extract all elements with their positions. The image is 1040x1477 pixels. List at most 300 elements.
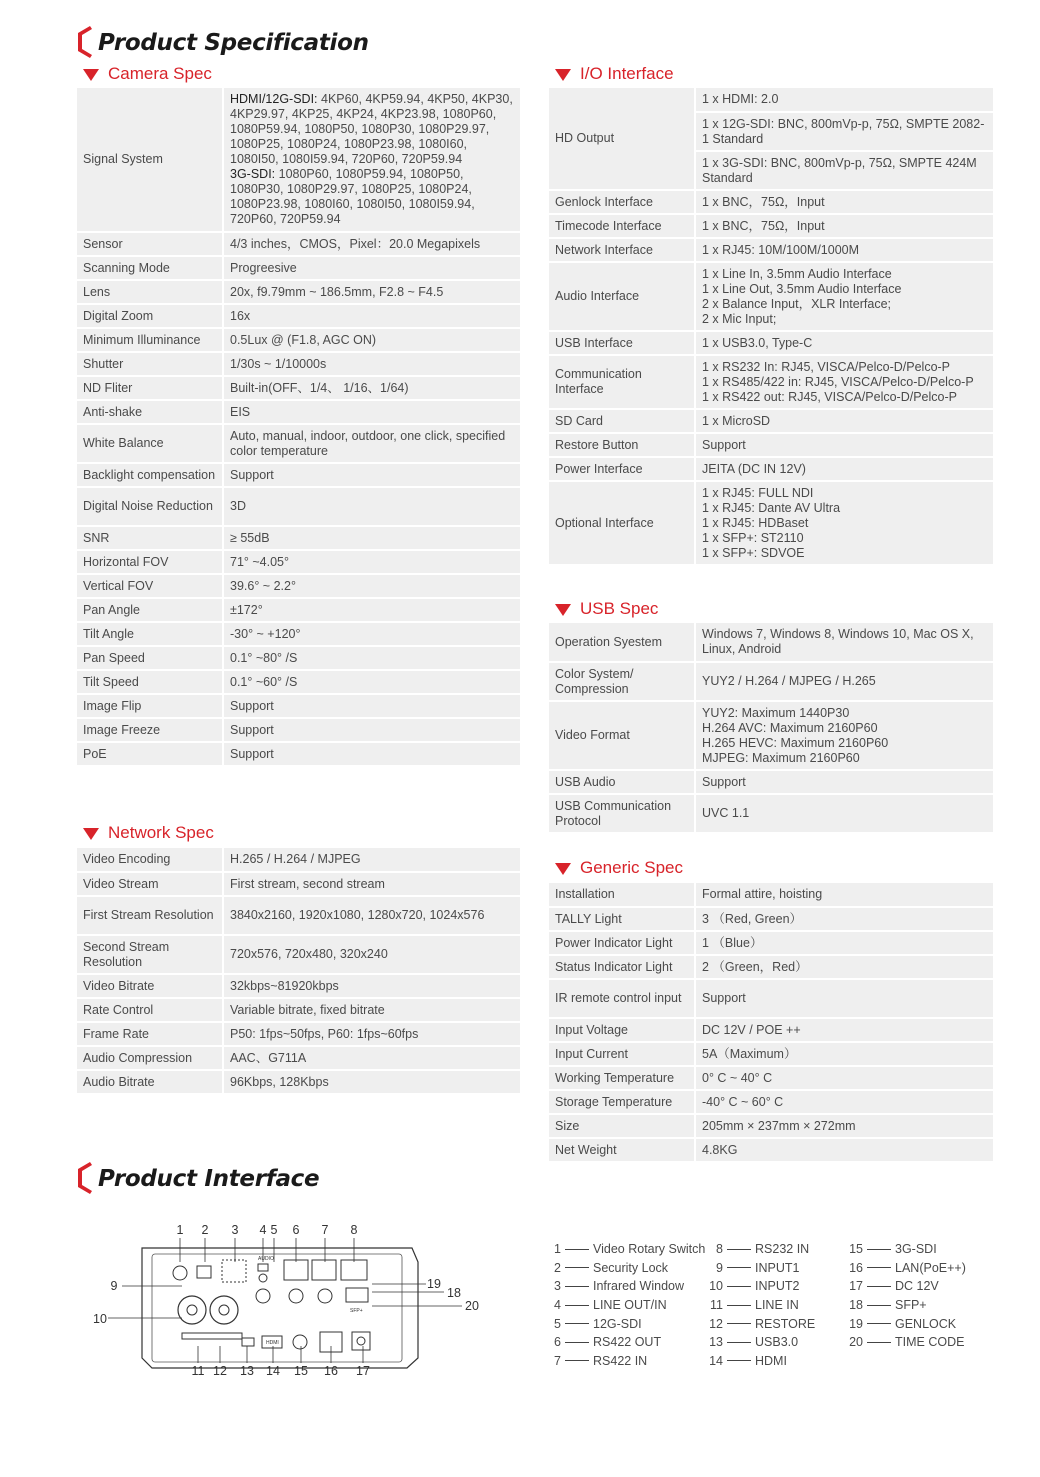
callout-number: 10 [93, 1312, 107, 1326]
spec-key: Pan Angle [77, 598, 223, 622]
spec-key: Power Interface [549, 457, 695, 481]
leader-line [565, 1267, 589, 1268]
spec-value: 1 x BNC，75Ω，Input [695, 190, 993, 214]
table-row [77, 896, 520, 935]
table-row [77, 88, 520, 232]
callout-number: 6 [292, 1223, 300, 1237]
table-row [549, 331, 993, 355]
spec-value: 1 x BNC，75Ω，Input [695, 214, 993, 238]
spec-key: Video Bitrate [77, 974, 223, 998]
legend-number: 4 [554, 1298, 561, 1313]
table-row [549, 457, 993, 481]
spec-key: Image Flip [77, 694, 223, 718]
spec-value: Support [223, 718, 520, 742]
leader-line [727, 1323, 751, 1324]
spec-key: USB Audio [549, 770, 695, 794]
table-row [77, 256, 520, 280]
leader-line [565, 1342, 589, 1343]
spec-key: Minimum Illuminance [77, 328, 223, 352]
table-row [77, 1070, 520, 1094]
table-row [549, 1018, 993, 1042]
spec-key: Backlight compensation [77, 463, 223, 487]
spec-key: ND Fliter [77, 376, 223, 400]
legend-number: 20 [849, 1335, 863, 1350]
spec-value: 32kbps~81920kbps [223, 974, 520, 998]
spec-key: Second Stream Resolution [77, 935, 223, 974]
spec-value: 2 （Green，Red） [695, 955, 993, 979]
legend-number: 1 [554, 1242, 561, 1257]
legend-label: Video Rotary Switch [593, 1242, 706, 1257]
table-row [77, 935, 520, 974]
leader-line [727, 1305, 751, 1306]
legend-item [847, 1240, 987, 1259]
spec-key: SD Card [549, 409, 695, 433]
spec-value: 1/30s ~ 1/10000s [223, 352, 520, 376]
callout-number: 11 [191, 1364, 205, 1378]
spec-key: Rate Control [77, 998, 223, 1022]
legend-item [707, 1277, 847, 1296]
legend-number: 2 [554, 1260, 561, 1275]
table-row [77, 742, 520, 766]
spec-key: USB Interface [549, 331, 695, 355]
spec-key: Communication Interface [549, 355, 695, 409]
legend-item [847, 1296, 987, 1315]
legend-number: 17 [849, 1279, 863, 1294]
spec-key: Pan Speed [77, 646, 223, 670]
legend-column [545, 1240, 707, 1370]
leader-line [565, 1360, 589, 1361]
generic-spec-heading: Generic Spec [555, 858, 683, 878]
spec-value: 96Kbps, 128Kbps [223, 1070, 520, 1094]
legend-item [707, 1259, 847, 1278]
table-row [77, 872, 520, 896]
spec-value: JEITA (DC IN 12V) [695, 457, 993, 481]
spec-value: 1 x MicroSD [695, 409, 993, 433]
spec-key: Digital Zoom [77, 304, 223, 328]
spec-value: Support [695, 433, 993, 457]
spec-key: Genlock Interface [549, 190, 695, 214]
callout-number: 4 [259, 1223, 267, 1237]
table-row [549, 1066, 993, 1090]
spec-key: Audio Compression [77, 1046, 223, 1070]
spec-value: 4/3 inches，CMOS，Pixel：20.0 Megapixels [223, 232, 520, 256]
table-row [77, 848, 520, 872]
leader-line [565, 1286, 589, 1287]
spec-key: Working Temperature [549, 1066, 695, 1090]
spec-key: Scanning Mode [77, 256, 223, 280]
table-row [77, 400, 520, 424]
spec-value: 1 x Line In, 3.5mm Audio Interface 1 x Line Out, 3.5mm Audio Interface 2 x Balance Input，XLR Interface; 2 x Mic Input; [695, 262, 993, 331]
spec-value: 720x576, 720x480, 320x240 [223, 935, 520, 974]
table-row [549, 1042, 993, 1066]
svg-text:AUDIO: AUDIO [258, 1256, 274, 1262]
spec-value: Auto, manual, indoor, outdoor, one click, specified color temperature [223, 424, 520, 463]
leader-line [727, 1286, 751, 1287]
svg-text:HDMI: HDMI [266, 1340, 279, 1346]
leader-line [565, 1249, 589, 1250]
spec-value: 20x, f9.79mm ~ 186.5mm, F2.8 ~ F4.5 [223, 280, 520, 304]
spec-value: Windows 7, Windows 8, Windows 10, Mac OS X, Linux, Android [695, 623, 993, 662]
legend-label: GENLOCK [895, 1316, 957, 1331]
legend-number: 5 [554, 1316, 561, 1331]
usb-spec-heading: USB Spec [555, 599, 658, 619]
table-row [549, 794, 993, 833]
legend-number: 16 [849, 1260, 863, 1275]
table-row [77, 304, 520, 328]
camera-spec-heading: Camera Spec [83, 64, 212, 84]
legend-label: RS422 IN [593, 1353, 648, 1368]
spec-value: 0.1° ~80° /S [223, 646, 520, 670]
network-spec-heading: Network Spec [83, 823, 214, 843]
leader-line [867, 1323, 891, 1324]
spec-key: HD Output [549, 88, 695, 190]
table-row [549, 662, 993, 701]
triangle-icon [555, 863, 571, 875]
spec-value: EIS [223, 400, 520, 424]
spec-key: Timecode Interface [549, 214, 695, 238]
legend-number: 8 [716, 1242, 723, 1257]
spec-value: 1 x RJ45: 10M/100M/1000M [695, 238, 993, 262]
legend-label: LAN(PoE++) [895, 1260, 966, 1275]
legend-label: DC 12V [895, 1279, 939, 1294]
table-row [77, 718, 520, 742]
table-row [77, 376, 520, 400]
legend-item [847, 1277, 987, 1296]
spec-value: 0.1° ~60° /S [223, 670, 520, 694]
callout-number: 3 [231, 1223, 239, 1237]
legend-number: 19 [849, 1316, 863, 1331]
spec-value: P50: 1fps~50fps, P60: 1fps~60fps [223, 1022, 520, 1046]
table-row [77, 646, 520, 670]
table-row [549, 238, 993, 262]
table-row [77, 998, 520, 1022]
spec-key: Net Weight [549, 1138, 695, 1162]
table-row [77, 328, 520, 352]
spec-key: Anti-shake [77, 400, 223, 424]
spec-value: Support [695, 979, 993, 1018]
spec-key: Audio Interface [549, 262, 695, 331]
spec-value: ±172° [223, 598, 520, 622]
table-row [77, 622, 520, 646]
spec-key: Storage Temperature [549, 1090, 695, 1114]
spec-key: Video Encoding [77, 848, 223, 872]
spec-value: -30° ~ +120° [223, 622, 520, 646]
svg-text:SFP+: SFP+ [350, 1308, 363, 1314]
table-row [77, 526, 520, 550]
spec-value: 3D [223, 487, 520, 526]
legend-label: SFP+ [895, 1298, 927, 1313]
rear-panel-diagram [82, 1218, 482, 1388]
leader-line [867, 1286, 891, 1287]
spec-key: Sensor [77, 232, 223, 256]
io-interface-heading: I/O Interface [555, 64, 674, 84]
leader-line [727, 1360, 751, 1361]
legend-label: LINE IN [755, 1298, 799, 1313]
spec-value: 4.8KG [695, 1138, 993, 1162]
usb-spec-table [549, 623, 993, 834]
spec-key: Network Interface [549, 238, 695, 262]
spec-value: 0.5Lux @ (F1.8, AGC ON) [223, 328, 520, 352]
spec-value: 16x [223, 304, 520, 328]
spec-value: 3 （Red, Green） [695, 907, 993, 931]
legend-item [707, 1240, 847, 1259]
callout-number: 14 [266, 1364, 280, 1378]
callout-number: 20 [465, 1299, 479, 1313]
io-interface-table [549, 88, 993, 566]
legend-item [847, 1259, 987, 1278]
legend-label: INPUT1 [755, 1260, 800, 1275]
legend-number: 18 [849, 1298, 863, 1313]
spec-key: SNR [77, 526, 223, 550]
spec-key: Size [549, 1114, 695, 1138]
table-row [77, 1046, 520, 1070]
spec-value: YUY2: Maximum 1440P30 H.264 AVC: Maximum 2160P60 H.265 HEVC: Maximum 2160P60 MJPEG: Maximum 2160P60 [695, 701, 993, 770]
table-row [549, 931, 993, 955]
signal-system-value: HDMI/12G-SDI: 4KP60, 4KP59.94, 4KP50, 4KP30, 4KP29.97, 4KP25, 4KP24, 4KP23.98, 1080P60, 1080P59.94, 1080P50, 1080P30, 1080P29.97, 1080P25, 1080P24, 1080P23.98, 1080I60, 1080I50, 1080I59.94, 720P60, 720P59.94 3G-SDI: 1080P60, 1080P59.94, 1080P50, 1080P30, 1080P29.97, 1080P25, 1080P24, 1080P23.98, 1080I60, 1080I50, 1080I59.94, 720P60, 720P59.94 [223, 88, 520, 232]
spec-key: Optional Interface [549, 481, 695, 565]
spec-value: UVC 1.1 [695, 794, 993, 833]
spec-value: 3840x2160, 1920x1080, 1280x720, 1024x576 [223, 896, 520, 935]
spec-value: DC 12V / POE ++ [695, 1018, 993, 1042]
spec-value: YUY2 / H.264 / MJPEG / H.265 [695, 662, 993, 701]
spec-key: Video Format [549, 701, 695, 770]
legend-label: RS422 OUT [593, 1335, 662, 1350]
spec-key: Horizontal FOV [77, 550, 223, 574]
legend-number: 9 [716, 1260, 723, 1275]
spec-key: TALLY Light [549, 907, 695, 931]
spec-value: 0° C ~ 40° C [695, 1066, 993, 1090]
generic-spec-table [549, 883, 993, 1163]
spec-value: 1 x USB3.0, Type-C [695, 331, 993, 355]
callout-number: 13 [240, 1364, 254, 1378]
spec-value: 1 （Blue） [695, 931, 993, 955]
legend-item [545, 1259, 707, 1278]
spec-key: Color System/ Compression [549, 662, 695, 701]
table-row [549, 701, 993, 770]
leader-line [867, 1267, 891, 1268]
spec-value: First stream, second stream [223, 872, 520, 896]
table-row [77, 424, 520, 463]
spec-value: Built-in(OFF、1/4、 1/16、1/64) [223, 376, 520, 400]
callout-number: 5 [270, 1223, 278, 1237]
callout-number: 7 [321, 1223, 329, 1237]
triangle-icon [555, 69, 571, 81]
spec-key: Audio Bitrate [77, 1070, 223, 1094]
spec-value: Variable bitrate, fixed bitrate [223, 998, 520, 1022]
spec-key: Tilt Angle [77, 622, 223, 646]
spec-key: Input Current [549, 1042, 695, 1066]
brand-logo-icon [76, 1160, 96, 1198]
spec-value: Support [223, 742, 520, 766]
table-row [77, 974, 520, 998]
legend-item [847, 1333, 987, 1352]
triangle-icon [83, 69, 99, 81]
spec-key: Installation [549, 883, 695, 907]
spec-value: 1 x HDMI: 2.0 [695, 88, 993, 112]
spec-key: USB Communication Protocol [549, 794, 695, 833]
legend-number: 11 [710, 1298, 723, 1313]
table-row [549, 88, 993, 112]
legend-item [847, 1314, 987, 1333]
legend-item [707, 1314, 847, 1333]
callout-number: 17 [356, 1364, 370, 1378]
product-specification-title: Product Specification [76, 24, 369, 62]
callout-number: 18 [447, 1286, 461, 1300]
legend-number: 14 [709, 1353, 723, 1368]
callout-number: 1 [176, 1223, 184, 1237]
camera-spec-table [77, 88, 520, 767]
legend-number: 6 [554, 1335, 561, 1350]
triangle-icon [555, 604, 571, 616]
table-row [77, 352, 520, 376]
legend-label: Infrared Window [593, 1279, 685, 1294]
leader-line [727, 1267, 751, 1268]
legend-number: 3 [554, 1279, 561, 1294]
table-row [77, 550, 520, 574]
spec-key: Power Indicator Light [549, 931, 695, 955]
spec-value: -40° C ~ 60° C [695, 1090, 993, 1114]
spec-value: Formal attire, hoisting [695, 883, 993, 907]
spec-key: Image Freeze [77, 718, 223, 742]
legend-column [707, 1240, 847, 1370]
legend-number: 15 [849, 1242, 863, 1257]
table-row [77, 487, 520, 526]
spec-value: 1 x 12G-SDI: BNC, 800mVp-p, 75Ω, SMPTE 2082-1 Standard [695, 112, 993, 151]
legend-item [707, 1352, 847, 1371]
table-row [549, 481, 993, 565]
table-row [77, 670, 520, 694]
table-row [549, 409, 993, 433]
brand-logo-icon [76, 24, 96, 62]
product-interface-title: Product Interface [76, 1160, 319, 1198]
spec-value: ≥ 55dB [223, 526, 520, 550]
spec-value: 1 x RS232 In: RJ45, VISCA/Pelco-D/Pelco-P 1 x RS485/422 in: RJ45, VISCA/Pelco-D/Pelco-P 1 x RS422 out: RJ45, VISCA/Pelco-D/Pelco-P [695, 355, 993, 409]
spec-key: Shutter [77, 352, 223, 376]
spec-value: Support [223, 694, 520, 718]
table-row [77, 232, 520, 256]
table-row [77, 463, 520, 487]
callout-number: 15 [294, 1364, 308, 1378]
table-row [549, 1138, 993, 1162]
legend-label: RS232 IN [755, 1242, 810, 1257]
legend-number: 10 [709, 1279, 723, 1294]
leader-line [727, 1342, 751, 1343]
spec-key: White Balance [77, 424, 223, 463]
spec-key: IR remote control input [549, 979, 695, 1018]
table-row [549, 433, 993, 457]
spec-value: Support [695, 770, 993, 794]
table-row [77, 694, 520, 718]
legend-label: LINE OUT/IN [593, 1298, 667, 1313]
legend-item [545, 1314, 707, 1333]
spec-key: Vertical FOV [77, 574, 223, 598]
legend-item [545, 1333, 707, 1352]
spec-value: Support [223, 463, 520, 487]
legend-number: 13 [709, 1335, 723, 1350]
callout-number: 8 [350, 1223, 358, 1237]
spec-value: 1 x 3G-SDI: BNC, 800mVp-p, 75Ω, SMPTE 424M Standard [695, 151, 993, 190]
legend-item [545, 1277, 707, 1296]
table-row [549, 214, 993, 238]
spec-value: Progreesive [223, 256, 520, 280]
spec-key: Video Stream [77, 872, 223, 896]
legend-item [545, 1240, 707, 1259]
spec-key: Tilt Speed [77, 670, 223, 694]
leader-line [867, 1342, 891, 1343]
legend-item [545, 1352, 707, 1371]
callout-number: 2 [201, 1223, 209, 1237]
spec-value: 39.6° ~ 2.2° [223, 574, 520, 598]
legend-number: 7 [554, 1353, 561, 1368]
network-spec-table [77, 848, 520, 1095]
callout-number: 12 [213, 1364, 227, 1378]
legend-label: Security Lock [593, 1260, 669, 1275]
spec-key: Status Indicator Light [549, 955, 695, 979]
table-row [549, 883, 993, 907]
spec-value: 1 x RJ45: FULL NDI 1 x RJ45: Dante AV Ultra 1 x RJ45: HDBaset 1 x SFP+: ST2110 1 x SFP+: SDVOE [695, 481, 993, 565]
legend-item [707, 1296, 847, 1315]
spec-key: Restore Button [549, 433, 695, 457]
callout-number: 9 [110, 1279, 118, 1293]
leader-line [565, 1323, 589, 1324]
spec-value: H.265 / H.264 / MJPEG [223, 848, 520, 872]
table-row [77, 574, 520, 598]
legend-label: 3G-SDI [895, 1242, 937, 1257]
table-row [549, 955, 993, 979]
table-row [549, 907, 993, 931]
legend-label: USB3.0 [755, 1335, 799, 1350]
table-row [549, 770, 993, 794]
legend-label: TIME CODE [895, 1335, 965, 1350]
spec-key: Operation Syestem [549, 623, 695, 662]
spec-key: First Stream Resolution [77, 896, 223, 935]
spec-value: 205mm × 237mm × 272mm [695, 1114, 993, 1138]
callout-number: 16 [324, 1364, 338, 1378]
spec-value: AAC、G711A [223, 1046, 520, 1070]
table-row [549, 1090, 993, 1114]
table-row [77, 280, 520, 304]
spec-key: Frame Rate [77, 1022, 223, 1046]
legend-label: INPUT2 [755, 1279, 800, 1294]
spec-value: 5A（Maximum） [695, 1042, 993, 1066]
callout-number: 19 [427, 1277, 441, 1291]
leader-line [565, 1305, 589, 1306]
table-row [549, 979, 993, 1018]
spec-key: Lens [77, 280, 223, 304]
legend-label: RESTORE [755, 1316, 816, 1331]
legend-column [847, 1240, 987, 1370]
spec-key: PoE [77, 742, 223, 766]
table-row [77, 598, 520, 622]
table-row [549, 355, 993, 409]
table-row [77, 1022, 520, 1046]
interface-legend [545, 1240, 987, 1370]
table-row [549, 262, 993, 331]
triangle-icon [83, 828, 99, 840]
leader-line [867, 1305, 891, 1306]
legend-label: HDMI [755, 1353, 787, 1368]
legend-item [545, 1296, 707, 1315]
spec-key: Signal System [77, 88, 223, 232]
legend-number: 12 [709, 1316, 723, 1331]
table-row [549, 190, 993, 214]
spec-value: 71° ~4.05° [223, 550, 520, 574]
leader-line [867, 1249, 891, 1250]
leader-line [727, 1249, 751, 1250]
spec-key: Input Voltage [549, 1018, 695, 1042]
table-row [549, 1114, 993, 1138]
legend-item [707, 1333, 847, 1352]
